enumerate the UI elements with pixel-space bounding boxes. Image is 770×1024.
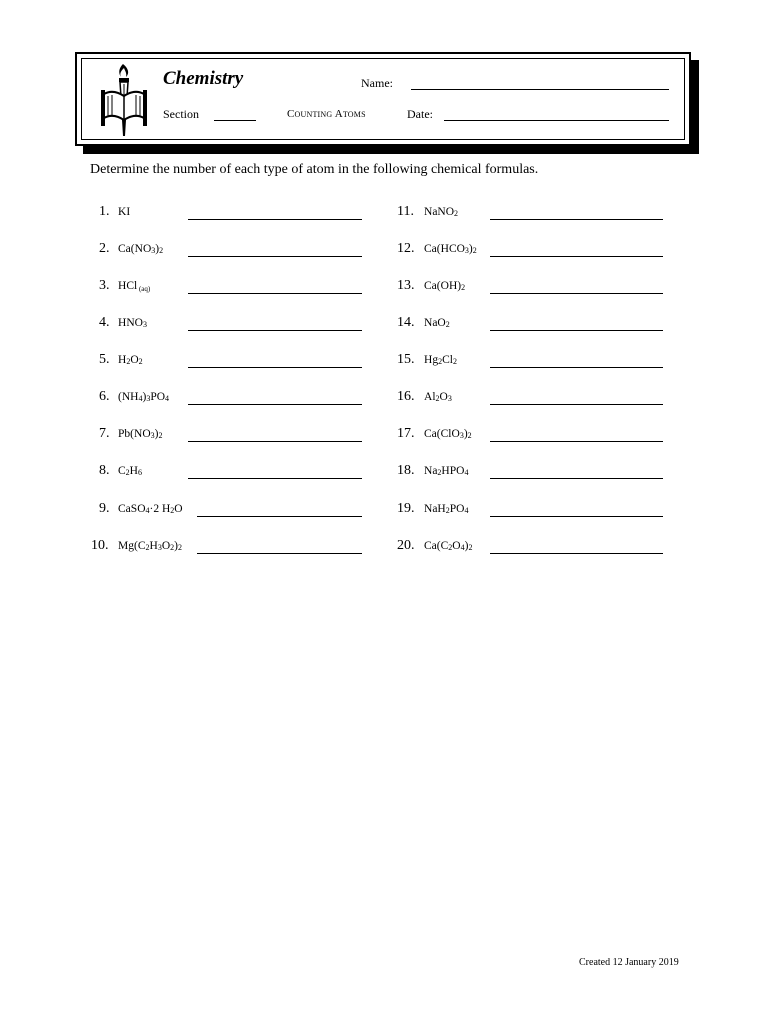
answer-field[interactable] [188,293,362,294]
problem-number: 2. [99,241,110,256]
problem-number: 6. [99,389,110,404]
chemical-formula: $Ca(NO_3)_2$ [118,243,164,255]
problem-item [397,463,668,485]
answer-field[interactable] [490,256,663,257]
problem-item [99,315,370,337]
problem-item [397,426,668,448]
chemical-formula: $Hg_2Cl_2$ [424,354,457,366]
problem-number: 8. [99,463,110,478]
answer-field[interactable] [197,553,362,554]
chemical-formula: KI [118,206,131,218]
problem-number: 7. [99,426,110,441]
chemical-formula: $Na_2HPO_4$ [424,465,469,477]
name-label: Name: [361,76,393,90]
answer-field[interactable] [490,516,663,517]
chemical-formula: CaSO$_4$·2 $H_2O$ [118,503,183,515]
course-title: Chemistry [163,68,244,89]
problem-item [99,389,370,411]
answer-field[interactable] [490,219,663,220]
chemical-formula: $Ca(ClO_3)_2$ [424,428,472,440]
problem-item [99,501,370,523]
chemical-formula: $Ca(HCO_3)_2$ [424,243,477,255]
chemical-formula: $C_2H_6$ [118,465,142,477]
problem-number: 16. [397,389,415,404]
name-field[interactable] [411,89,669,90]
problem-item [397,538,668,560]
chemical-formula: NaNO$_2$ [424,206,459,218]
problem-number: 14. [397,315,415,330]
problem-item [397,315,668,337]
worksheet-header [75,52,691,146]
answer-field[interactable] [188,478,362,479]
problem-number: 12. [397,241,415,256]
problem-number: 11. [397,204,414,219]
answer-field[interactable] [188,441,362,442]
answer-field[interactable] [490,441,663,442]
problem-number: 9. [99,501,110,516]
answer-field[interactable] [197,516,362,517]
problem-item [99,241,370,263]
problem-item [99,352,370,374]
problem-number: 19. [397,501,415,516]
chemical-formula: $(NH_4)_3PO_4$ [118,391,170,403]
problem-item [397,278,668,300]
date-label: Date: [407,107,433,121]
problem-number: 13. [397,278,415,293]
created-date: Created 12 January 2019 [579,957,679,968]
answer-field[interactable] [188,330,362,331]
answer-field[interactable] [490,330,663,331]
chemical-formula: NaO$_2$ [424,317,450,329]
problem-item [397,501,668,523]
problem-number: 3. [99,278,110,293]
answer-field[interactable] [188,219,362,220]
answer-field[interactable] [490,553,663,554]
chemical-formula: $H_2O_2$ [118,354,143,366]
problem-item [99,204,370,226]
chemical-formula: HCl (aq) [118,280,151,293]
problem-number: 10. [91,538,109,553]
chemical-formula: $Pb(NO_3)_2$ [118,428,163,440]
chemical-formula: $Ca(C_2O_4)_2$ [424,540,473,552]
torch-book-icon [99,60,149,138]
chemical-formula: $Ca(OH)_2$ [424,280,466,292]
problem-number: 17. [397,426,415,441]
answer-field[interactable] [188,256,362,257]
worksheet-title: Counting Atoms [287,108,366,120]
problem-number: 5. [99,352,110,367]
section-label: Section [163,107,199,121]
answer-field[interactable] [188,367,362,368]
section-field[interactable] [214,120,256,121]
problem-item [99,278,370,300]
problem-number: 4. [99,315,110,330]
answer-field[interactable] [490,293,663,294]
chemical-formula: $Al_2O_3$ [424,391,452,403]
problem-item [397,241,668,263]
answer-field[interactable] [490,478,663,479]
problem-number: 20. [397,538,415,553]
chemical-formula: $NaH_2PO_4$ [424,503,469,515]
chemical-formula: $Mg(C_2H_3O_2)_2$ [118,540,182,552]
answer-field[interactable] [188,404,362,405]
problem-item [397,389,668,411]
answer-field[interactable] [490,404,663,405]
problem-number: 18. [397,463,415,478]
problem-item [99,463,370,485]
date-field[interactable] [444,120,669,121]
answer-field[interactable] [490,367,663,368]
instructions: Determine the number of each type of atom in the following chemical formulas. [90,162,539,177]
problem-item [99,426,370,448]
problem-item [397,204,668,226]
problem-item [397,352,668,374]
problem-item [91,538,370,560]
chemical-formula: $HNO_3$ [118,317,147,329]
problem-number: 15. [397,352,415,367]
problem-number: 1. [99,204,110,219]
